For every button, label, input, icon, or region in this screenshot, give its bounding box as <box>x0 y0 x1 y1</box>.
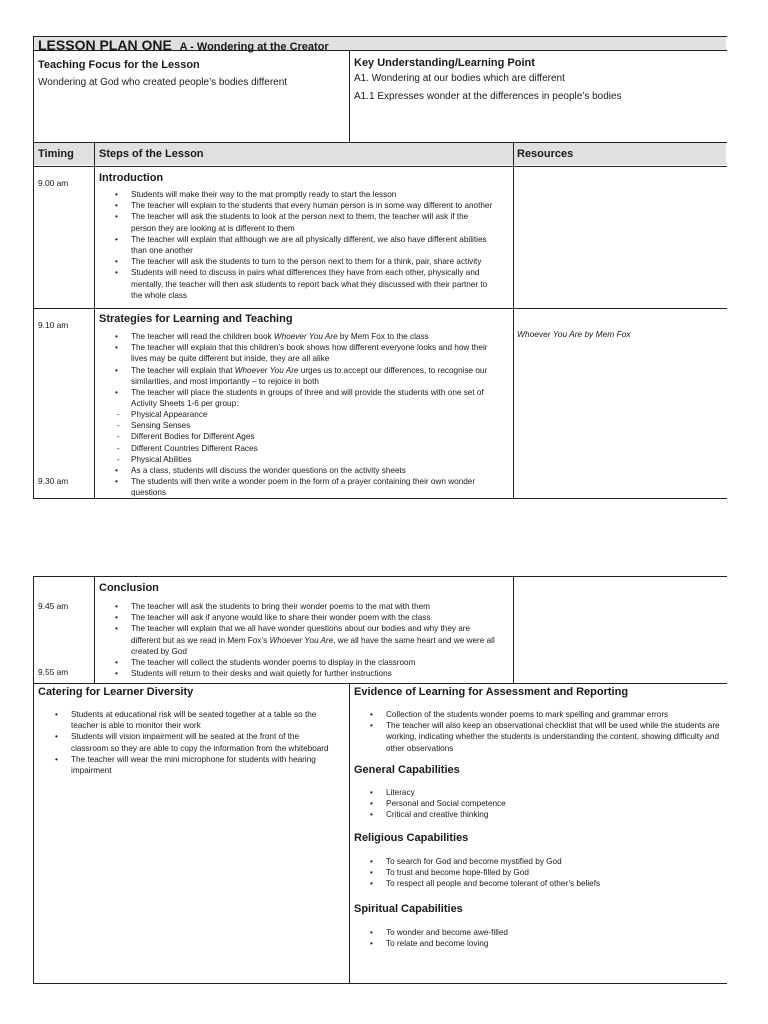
list-item: • The teacher will read the children book Whoever You Are by Mem Fox to the class <box>115 332 429 341</box>
list-item: Activity Sheets 1-6 per group: <box>131 399 239 409</box>
list-item: • Critical and creative thinking <box>370 810 489 820</box>
list-item: impairment <box>71 766 112 776</box>
list-item: than one another <box>131 246 193 256</box>
list-item: • The teacher will explain that although we are all physically different, we also have different abilities <box>115 234 487 244</box>
list-item: • To respect all people and become tolerant of other’s beliefs <box>370 879 601 889</box>
general-capabilities-heading: General Capabilities <box>354 764 460 776</box>
list-item: • The teacher will collect the students wonder poems to display in the classroom <box>115 658 416 668</box>
conclusion-time-start: 9.45 am <box>38 601 69 611</box>
strategies-heading: Strategies for Learning and Teaching <box>99 313 293 325</box>
list-item: - Sensing Senses <box>117 421 191 431</box>
list-item: • The teacher will ask the students to turn to the person next to them for a think, pair, share activity <box>115 257 482 267</box>
list-item: teacher is able to monitor their work <box>71 721 201 731</box>
list-item: • The teacher will ask if anyone would like to share their wonder poem with the class <box>115 613 431 623</box>
list-item: • To search for God and become mystified by God <box>370 857 562 866</box>
list-item: - Different Bodies for Different Ages <box>117 432 255 442</box>
list-item: • The teacher will ask the students to bring their wonder poems to the mat with them <box>115 602 430 611</box>
learner-diversity-heading: Catering for Learner Diversity <box>38 686 194 698</box>
strategies-list <box>115 331 488 409</box>
resources-column-header: Resources <box>517 148 574 160</box>
evidence-heading: Evidence of Learning for Assessment and Reporting <box>354 686 629 698</box>
list-item: • Collection of the students wonder poems to mark spelling and grammar errors <box>370 710 669 719</box>
list-item: • The teacher will explain that this children’s book shows how different everyone looks and how their <box>115 343 488 353</box>
list-item: - Physical Abilities <box>117 454 192 464</box>
list-item: • Personal and Social competence <box>370 799 506 809</box>
steps-column-header: Steps of the Lesson <box>99 148 204 160</box>
resource-book: Whoever You Are by Mem Fox <box>517 329 631 339</box>
teaching-focus-heading: Teaching Focus for the Lesson <box>38 59 200 71</box>
list-item: • Students will need to discuss in pairs what differences they have from each other, physically and <box>115 268 480 278</box>
spiritual-capabilities-list <box>370 927 508 949</box>
lesson-plan-title: LESSON PLAN ONE <box>38 37 172 53</box>
list-item: • The teacher will explain that Whoever You Are urges us to accept our differences, to recognise our <box>115 365 488 375</box>
list-item: • The teacher will wear the mini microphone for students with hearing <box>55 754 316 764</box>
list-item: • To wonder and become awe-filled <box>370 928 508 937</box>
list-item: • Students will make their way to the mat promptly ready to start the lesson <box>115 190 397 199</box>
conclusion-list <box>115 601 495 679</box>
strategies-time-start: 9.10 am <box>38 320 69 330</box>
list-item: • The teacher will also keep an observational checklist that will be used while the students are <box>370 721 720 731</box>
list-item: person they are looking at is different to them <box>131 223 295 233</box>
strategies-time-end: 9.30 am <box>38 476 69 486</box>
list-item: the whole class <box>131 290 187 300</box>
list-item: • Students at educational risk will be seated together at a table so the <box>55 710 317 719</box>
key-understanding-heading: Key Understanding/Learning Point <box>354 57 535 69</box>
list-item: similarities, and most importantly – to rejoice in both <box>131 376 319 386</box>
lesson-plan-subtitle: A - Wondering at the Creator <box>179 41 329 53</box>
list-item: classroom so they are able to copy the information from the whiteboard <box>71 743 329 753</box>
list-item: mentally, the teacher will then ask students to report back what they discussed with their partner to <box>131 279 488 289</box>
list-item: working, indicating whether the students is understanding the content, showing difficulty and <box>386 732 720 742</box>
strategies-list-end <box>115 465 476 499</box>
list-item: • Literacy <box>370 788 415 797</box>
teaching-focus-text: Wondering at God who created people’s bodies different <box>38 77 288 88</box>
learner-diversity-list <box>55 709 329 776</box>
list-item: • Students will return to their desks and wait quietly for further instructions <box>115 669 392 679</box>
list-item: lives may be quite different but inside, they are all alike <box>131 354 330 364</box>
timing-column-header: Timing <box>38 148 74 160</box>
list-item: questions <box>131 488 167 498</box>
list-item: • The students will then write a wonder poem in the form of a prayer containing their own wonder <box>115 477 476 487</box>
list-item: • Students will vision impairment will be seated at the front of the <box>55 732 299 742</box>
list-item: - Physical Appearance <box>117 410 208 419</box>
introduction-list <box>115 189 493 301</box>
key-understanding-line-1: A1. Wondering at our bodies which are different <box>354 73 565 84</box>
religious-capabilities-heading: Religious Capabilities <box>354 832 469 844</box>
list-item: • The teacher will explain that we all have wonder questions about our bodies and why they are <box>115 624 471 634</box>
activity-sheets-list <box>117 409 258 465</box>
list-item: • To trust and become hope-filled by God <box>370 868 529 878</box>
general-capabilities-list <box>370 787 506 821</box>
evidence-list <box>370 709 720 754</box>
key-understanding-line-2: A1.1 Expresses wonder at the differences in people’s bodies <box>354 91 622 102</box>
list-item: • The teacher will ask the students to look at the person next to them, the teacher will ask if the <box>115 212 469 222</box>
list-item: • As a class, students will discuss the wonder questions on the activity sheets <box>115 466 406 475</box>
list-item: • The teacher will explain to the students that every human person is in some way different to another <box>115 201 493 211</box>
list-item: different but as we read in Mem Fox’s Whoever You Are, we all have the same heart and we were all <box>131 635 495 645</box>
list-item: • To relate and become loving <box>370 939 489 949</box>
conclusion-time-end: 9.55 am <box>38 667 69 677</box>
list-item: created by God <box>131 646 187 656</box>
spiritual-capabilities-heading: Spiritual Capabilities <box>354 903 463 915</box>
list-item: other observations <box>386 743 454 753</box>
religious-capabilities-list <box>370 856 601 890</box>
conclusion-heading: Conclusion <box>99 582 159 594</box>
list-item: • The teacher will place the students in groups of three and will provide the students with one set of <box>115 388 484 398</box>
list-item: - Different Countries Different Races <box>117 443 258 453</box>
introduction-heading: Introduction <box>99 172 164 184</box>
intro-time: 9.00 am <box>38 178 69 188</box>
